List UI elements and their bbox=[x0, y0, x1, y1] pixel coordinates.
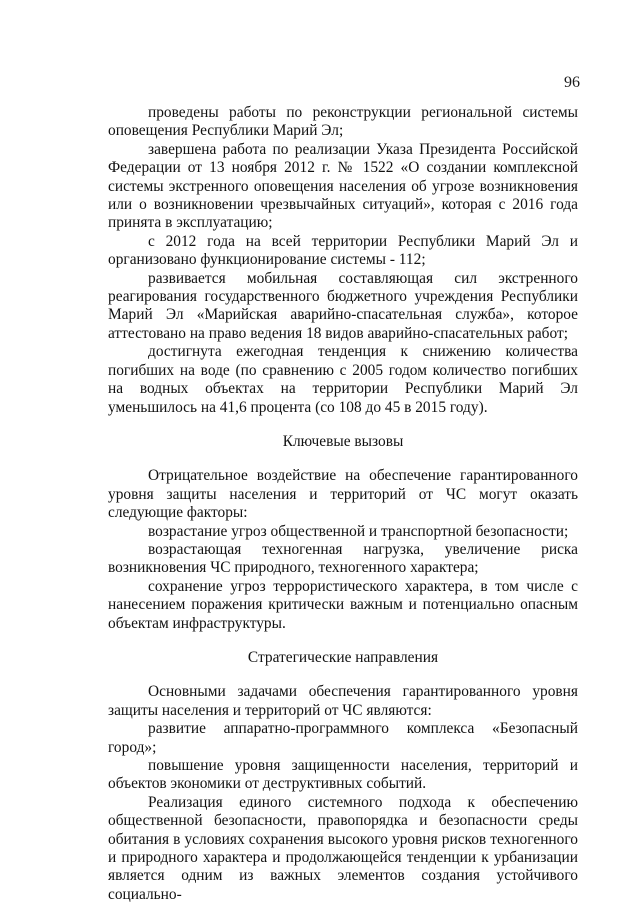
paragraph: сохранение угроз террористического характера, в том числе с нанесением поражения критически важным и потенциально опасным объектам инфраструктуры. bbox=[108, 577, 578, 632]
paragraph: возрастание угроз общественной и транспортной безопасности; bbox=[148, 522, 569, 540]
paragraph: с 2012 года на всей территории Республики Марий Эл и организовано функционирование системы - 112; bbox=[108, 232, 578, 269]
paragraph: достигнута ежегодная тенденция к снижению количества погибших на воде (по сравнению с 2005 годом количество погибших на водных объектах на территории Республики Марий Эл уменьшилось на 41,6 процента (со 108 до 45 в 2015 году). bbox=[108, 343, 578, 416]
paragraph: возрастающая техногенная нагрузка, увеличение риска возникновения ЧС природного, техногенного характера; bbox=[108, 540, 578, 577]
paragraph: Основными задачами обеспечения гарантированного уровня защиты населения и территорий от ЧС являются: bbox=[108, 683, 578, 719]
section-heading-strategic-directions: Стратегические направления bbox=[247, 648, 439, 666]
paragraph: завершена работа по реализации Указа Президента Российской Федерации от 13 ноября 2012 г. № 1522 «О создании комплексной системы экстренного оповещения населения об угрозе возникновения или о возникновении чрезвычайных ситуаций», которая с 2016 года принята в эксплуатацию; bbox=[108, 140, 578, 232]
paragraph: повышение уровня защищенности населения, территорий и объектов экономики от деструктивных событий. bbox=[108, 757, 578, 793]
paragraph: развитие аппаратно-программного комплекса «Безопасный город»; bbox=[108, 720, 578, 756]
page-body bbox=[108, 104, 578, 904]
paragraph: Реализация единого системного подхода к обеспечению общественной безопасности, правопорядка и безопасности среды обитания в условиях сохранения высокого уровня рисков техногенного и природного характера и продолжающейся тенденции к урбанизации является одним из важных элементов создания устойчивого социально- bbox=[108, 793, 578, 903]
page-number: 96 bbox=[564, 74, 580, 91]
paragraph: развивается мобильная составляющая сил экстренного реагирования государственного бюджетного учреждения Республики Марий Эл «Марийская аварийно-спасательная служба», которое аттестовано на право ведения 18 видов аварийно-спасательных работ; bbox=[108, 269, 578, 342]
paragraph: Отрицательное воздействие на обеспечение гарантированного уровня защиты населения и территорий от ЧС могут оказать следующие факторы: bbox=[108, 467, 578, 522]
section-heading-key-challenges: Ключевые вызовы bbox=[282, 432, 404, 450]
paragraph: проведены работы по реконструкции региональной системы оповещения Республики Марий Эл; bbox=[108, 104, 578, 140]
